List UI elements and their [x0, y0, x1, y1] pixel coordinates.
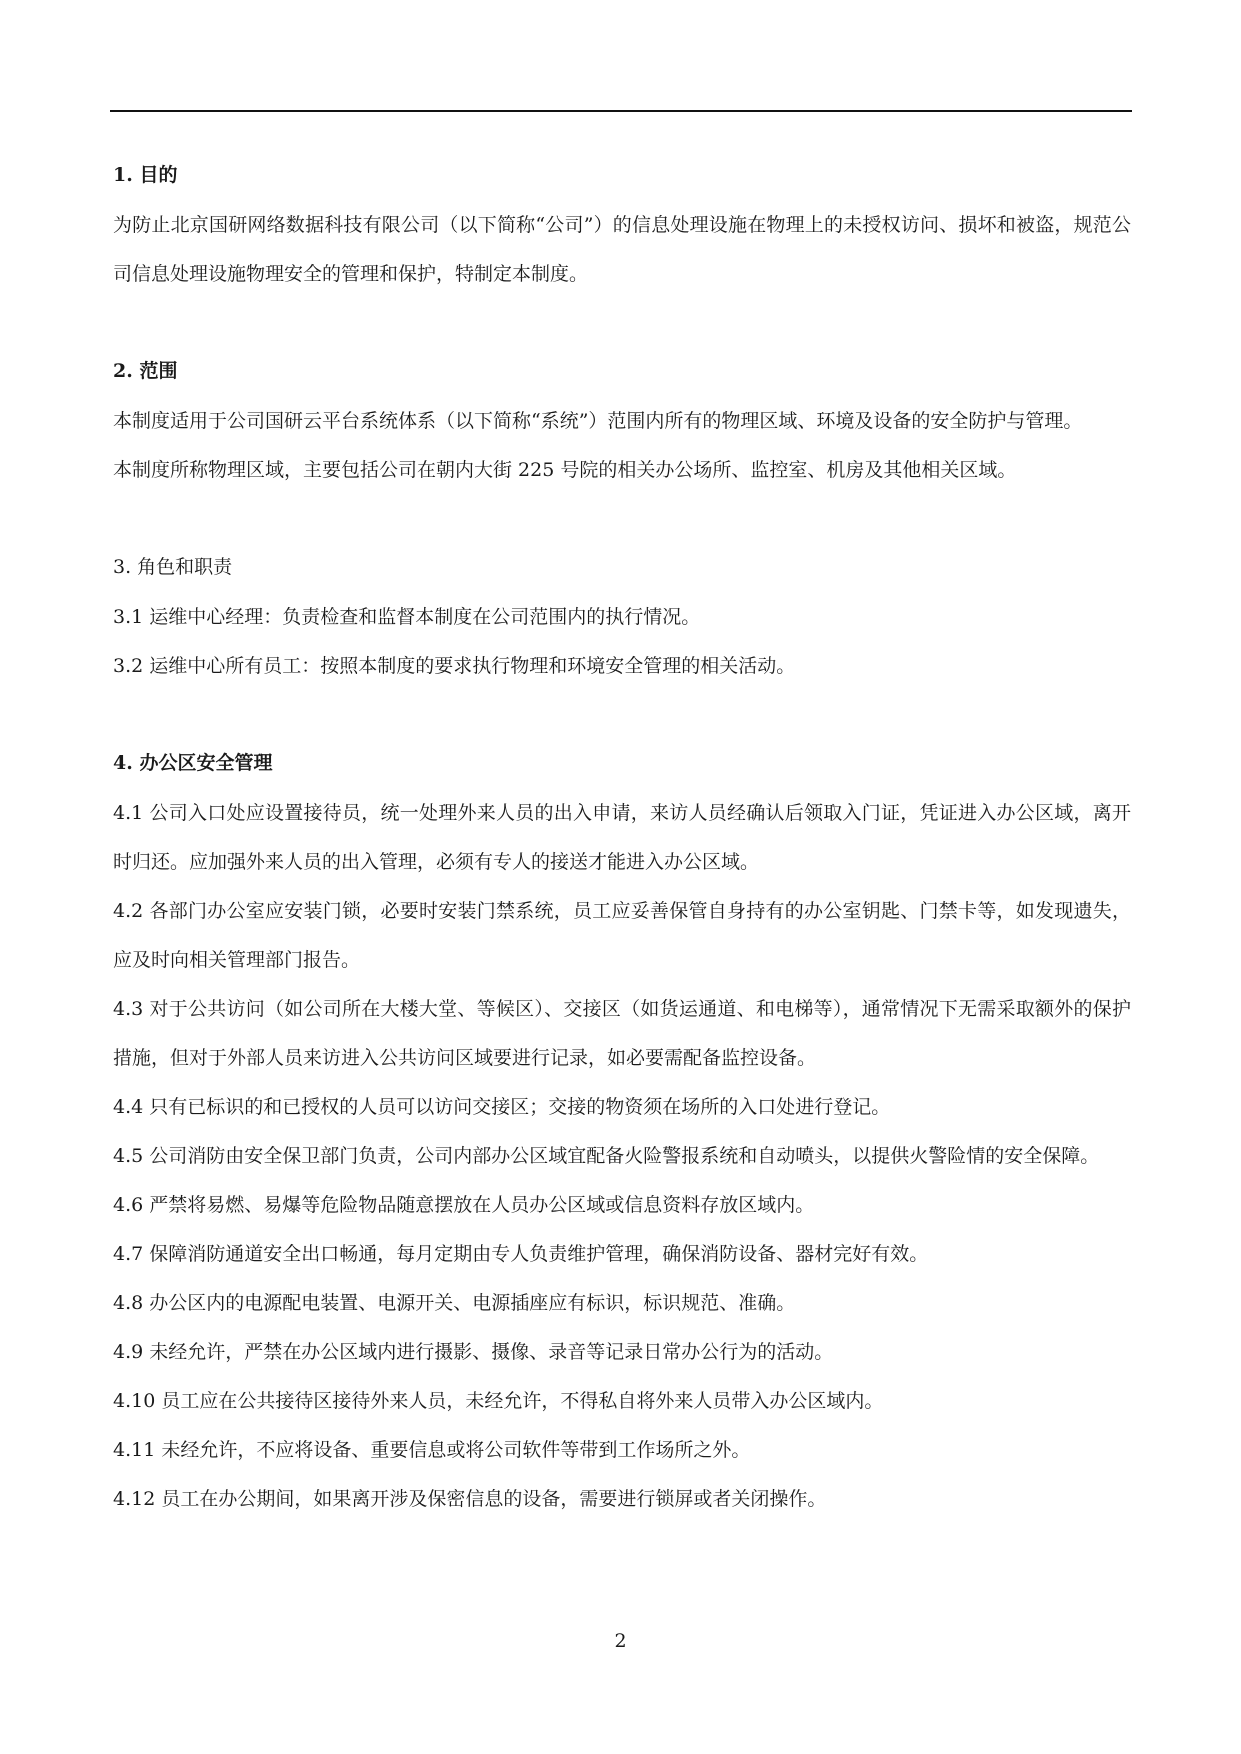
paragraph: 4.7 保障消防通道安全出口畅通，每月定期由专人负责维护管理，确保消防设备、器材完好有效。: [113, 1243, 929, 1265]
section-heading-roles: 3. 角色和职责: [113, 556, 233, 578]
paragraph: 4.10 员工应在公共接待区接待外来人员，未经允许，不得私自将外来人员带入办公区域内。: [113, 1390, 884, 1412]
paragraph: 3.2 运维中心所有员工：按照本制度的要求执行物理和环境安全管理的相关活动。: [113, 655, 796, 677]
paragraph: 4.4 只有已标识的和已授权的人员可以访问交接区；交接的物资须在场所的入口处进行登记。: [113, 1096, 891, 1118]
paragraph: 4.2 各部门办公室应安装门锁，必要时安装门禁系统，员工应妥善保管自身持有的办公室钥匙、门禁卡等，如发现遗失，应及时向相关管理部门报告。: [113, 900, 1131, 971]
paragraph: 本制度所称物理区域，主要包括公司在朝内大街 225 号院的相关办公场所、监控室、机房及其他相关区域。: [113, 459, 1017, 481]
section-heading-office-security: 4. 办公区安全管理: [113, 752, 273, 774]
paragraph: 4.8 办公区内的电源配电装置、电源开关、电源插座应有标识，标识规范、准确。: [113, 1292, 796, 1314]
document-body: [113, 155, 1131, 1524]
header-rule: [110, 110, 1132, 112]
section-heading-purpose: 1. 目的: [113, 164, 178, 186]
paragraph: 4.11 未经允许，不应将设备、重要信息或将公司软件等带到工作场所之外。: [113, 1439, 751, 1461]
paragraph: 4.1 公司入口处应设置接待员，统一处理外来人员的出入申请，来访人员经确认后领取入门证，凭证进入办公区域，离开时归还。应加强外来人员的出入管理，必须有专人的接送才能进入办公区域。: [113, 802, 1131, 873]
section-heading-scope: 2. 范围: [113, 360, 178, 382]
paragraph: 4.12 员工在办公期间，如果离开涉及保密信息的设备，需要进行锁屏或者关闭操作。: [113, 1488, 827, 1510]
paragraph: 3.1 运维中心经理：负责检查和监督本制度在公司范围内的执行情况。: [113, 606, 701, 628]
paragraph: 为防止北京国研网络数据科技有限公司（以下简称“公司”）的信息处理设施在物理上的未授权访问、损坏和被盗，规范公司信息处理设施物理安全的管理和保护，特制定本制度。: [113, 214, 1131, 285]
paragraph: 4.9 未经允许，严禁在办公区域内进行摄影、摄像、录音等记录日常办公行为的活动。: [113, 1341, 834, 1363]
paragraph: 4.3 对于公共访问（如公司所在大楼大堂、等候区）、交接区（如货运通道、和电梯等），通常情况下无需采取额外的保护措施，但对于外部人员来访进入公共访问区域要进行记录，如必要需配备监控设备。: [113, 998, 1131, 1069]
paragraph: 4.5 公司消防由安全保卫部门负责，公司内部办公区域宜配备火险警报系统和自动喷头，以提供火警险情的安全保障。: [113, 1145, 1100, 1167]
page-number: 2: [614, 1630, 627, 1652]
paragraph: 4.6 严禁将易燃、易爆等危险物品随意摆放在人员办公区域或信息资料存放区域内。: [113, 1194, 815, 1216]
paragraph: 本制度适用于公司国研云平台系统体系（以下简称“系统”）范围内所有的物理区域、环境及设备的安全防护与管理。: [113, 410, 1083, 432]
